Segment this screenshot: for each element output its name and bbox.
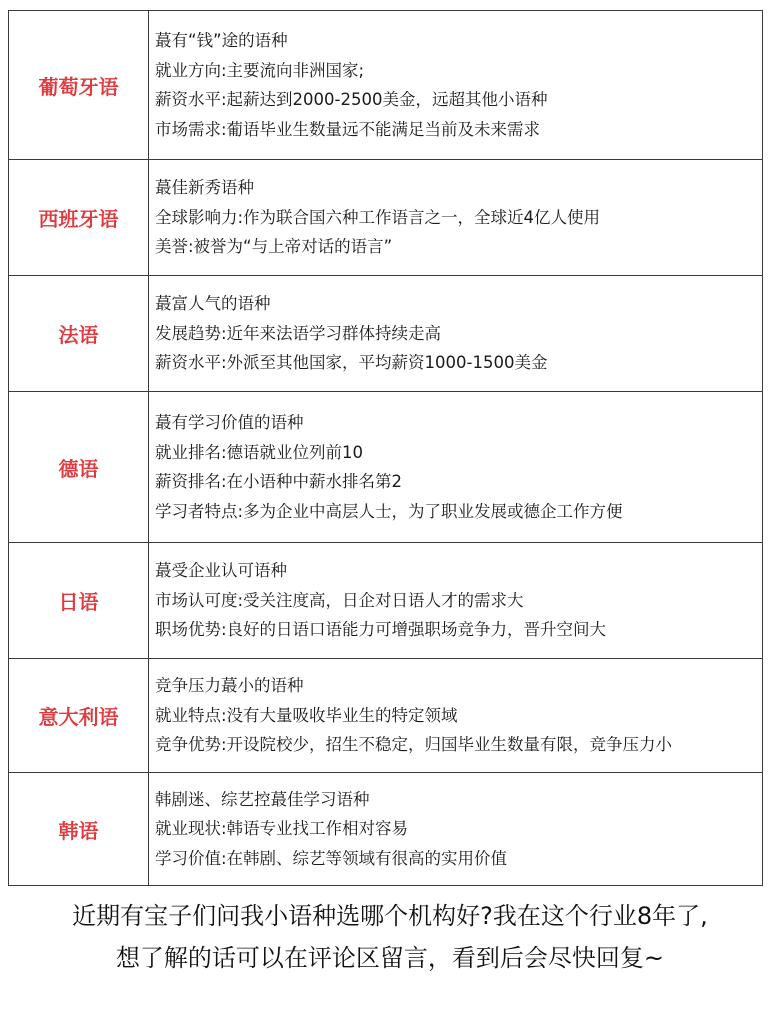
description-line: 全球影响力:作为联合国六种工作语言之一，全球近4亿人使用	[155, 207, 601, 227]
language-tagline: 蕞有学习价值的语种	[155, 413, 304, 432]
description-line: 薪资排名:在小语种中薪水排名第2	[155, 472, 403, 491]
language-tagline: 蕞受企业认可语种	[155, 561, 287, 581]
table-row	[9, 659, 763, 773]
language-tagline: 竞争压力蕞小的语种	[155, 676, 304, 696]
description-line: 竞争优势:开设院校少，招生不稳定，归国毕业生数量有限，竞争压力小	[155, 735, 673, 755]
description-line: 就业现状:韩语专业找工作相对容易	[155, 819, 409, 839]
footer-line-2: 想了解的话可以在评论区留言，看到后会尽快回复~	[115, 944, 665, 972]
description-line: 薪资水平:外派至其他国家，平均薪资1000-1500美金	[155, 353, 548, 373]
language-name: 法语	[9, 276, 149, 392]
table-row	[9, 392, 763, 543]
table-row	[9, 773, 763, 886]
description-line: 学习者特点:多为企业中高层人士，为了职业发展或德企工作方便	[155, 501, 623, 521]
description-line: 学习价值:在韩剧、综艺等领域有很高的实用价值	[155, 848, 508, 868]
language-description	[149, 773, 763, 886]
table-row	[9, 11, 763, 160]
language-description	[149, 11, 763, 160]
description-line: 就业特点:没有大量吸收毕业生的特定领域	[155, 705, 458, 725]
language-tagline: 蕞佳新秀语种	[155, 178, 254, 198]
description-line: 市场认可度:受关注度高，日企对日语人才的需求大	[155, 590, 524, 610]
language-description	[149, 543, 763, 659]
footer-line-1: 近期有宝子们问我小语种选哪个机构好?我在这个行业8年了,	[72, 902, 708, 930]
table-row	[9, 543, 763, 659]
language-description	[149, 160, 763, 276]
description-line: 就业方向:主要流向非洲国家;	[155, 60, 365, 80]
language-name: 德语	[9, 392, 149, 543]
description-line: 市场需求:葡语毕业生数量远不能满足当前及未来需求	[155, 119, 541, 139]
description-line: 薪资水平:起薪达到2000-2500美金，远超其他小语种	[155, 90, 548, 109]
language-name: 日语	[9, 543, 149, 659]
language-name: 西班牙语	[9, 160, 149, 276]
language-name: 韩语	[9, 773, 149, 886]
description-line: 美誉:被誉为“与上帝对话的语言”	[155, 237, 393, 257]
description-line: 职场优势:良好的日语口语能力可增强职场竞争力，晋升空间大	[155, 620, 607, 640]
table-row	[9, 276, 763, 392]
language-table	[8, 10, 763, 886]
language-description	[149, 276, 763, 392]
language-description	[149, 659, 763, 773]
description-line: 就业排名:德语就业位列前10	[155, 442, 364, 462]
language-name: 葡萄牙语	[9, 11, 149, 160]
footer-caption	[0, 895, 780, 979]
language-tagline: 韩剧迷、综艺控蕞佳学习语种	[155, 789, 370, 809]
table-row	[9, 160, 763, 276]
language-tagline: 蕞富人气的语种	[155, 294, 271, 314]
description-line: 发展趋势:近年来法语学习群体持续走高	[155, 323, 442, 343]
language-comparison-sheet	[8, 10, 763, 886]
language-description	[149, 392, 763, 543]
language-name: 意大利语	[9, 659, 149, 773]
language-tagline: 蕞有“钱”途的语种	[155, 31, 288, 50]
